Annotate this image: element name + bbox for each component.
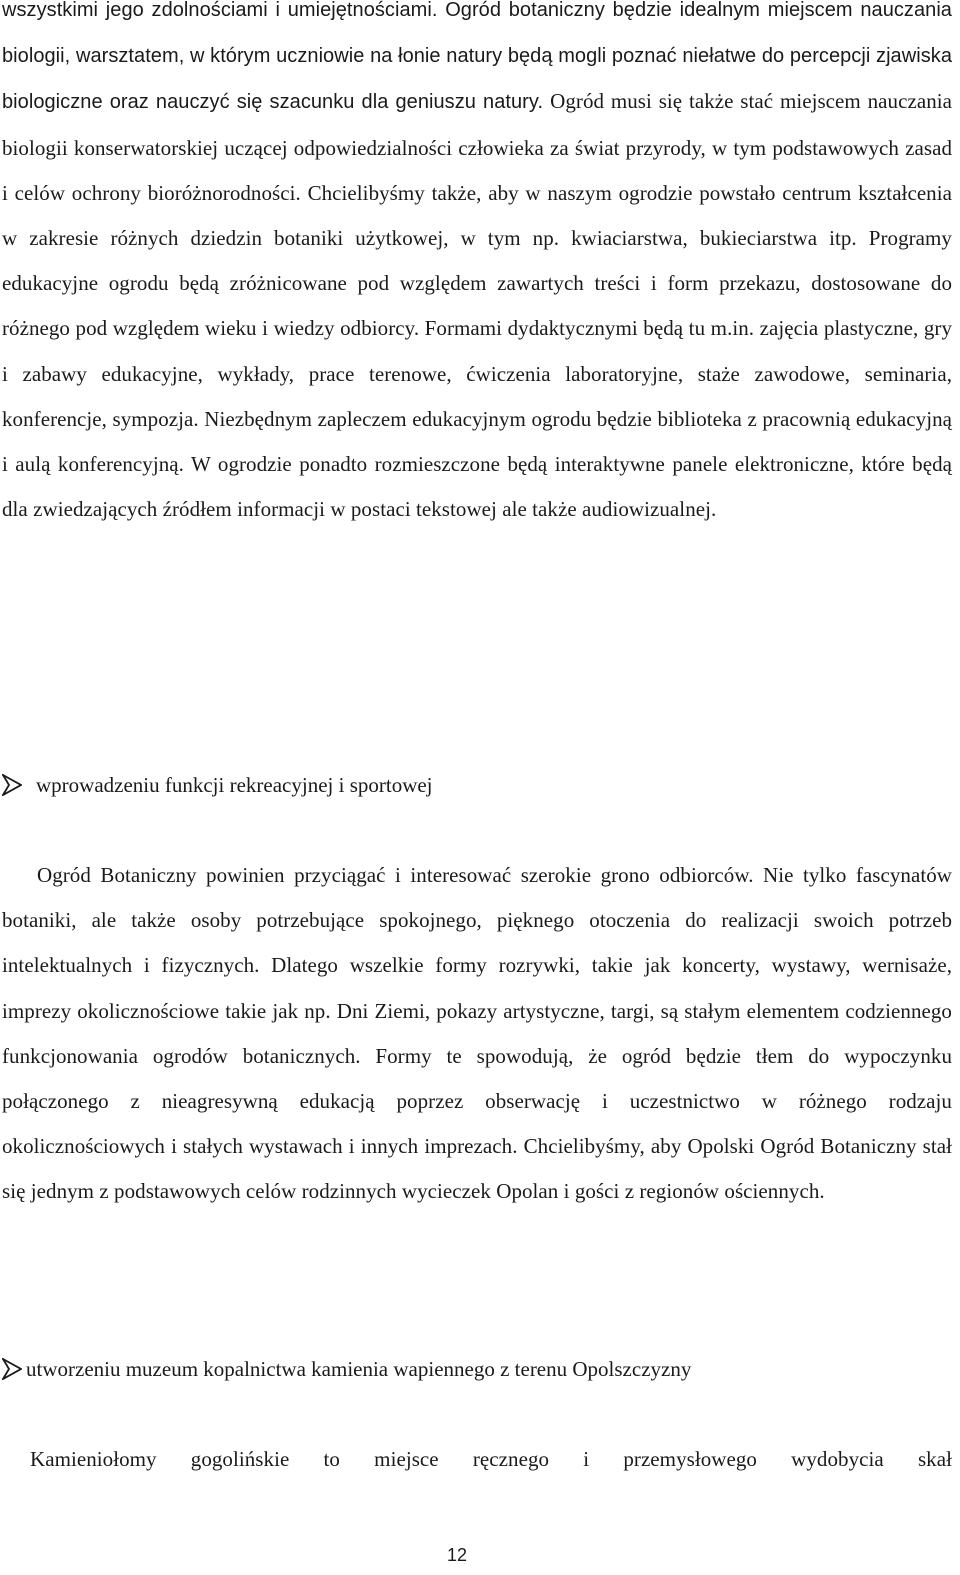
page-number: 12 xyxy=(446,1545,468,1565)
arrowhead-bullet-icon xyxy=(2,1358,22,1380)
bullet-recreation xyxy=(2,770,433,800)
text-segment-continued: wszystkimi jego zdolnościami i umiejętnościami. xyxy=(2,0,446,21)
bullet-label: wprowadzeniu funkcji rekreacyjnej i sportowej xyxy=(36,773,433,797)
arrowhead-bullet-icon xyxy=(2,774,22,796)
paragraph-recreation xyxy=(2,853,952,1215)
paragraph-quarries xyxy=(2,1437,952,1482)
text-segment-conservation: Ogród musi się także stać miejscem nauczania biologii konserwatorskiej uczącej odpowiedzialności człowieka za świat przyrody, w tym podstawowych zasad i celów ochrony bioróżnorodności. Chcielibyśmy także, aby w naszym ogrodzie powstało centrum kształcenia w zakresie różnych dziedzin botaniki użytkowej, w tym np. kwiaciarstwa, bukieciarstwa itp. Programy edukacyjne ogrodu będą zróżnicowane pod względem zawartych treści i form przekazu, dostosowane do różnego pod względem wieku i wiedzy odbiorcy. Formami dydaktycznymi będą tu m.in. zajęcia plastyczne, gry i zabawy edukacyjne, wykłady, prace terenowe, ćwiczenia laboratoryjne, staże zawodowe, seminaria, konferencje, sympozja. Niezbędnym zapleczem edukacyjnym ogrodu będzie biblioteka z pracownią edukacyjną i aulą konferencyjną. W ogrodzie ponadto rozmieszczone będą interaktywne panele elektroniczne, które będą dla zwiedzających źródłem informacji w postaci tekstowej ale także audiowizualnej. xyxy=(2,89,952,522)
text-segment-recreation: Ogród Botaniczny powinien przyciągać i interesować szerokie grono odbiorców. Nie tylko fascynatów botaniki, ale także osoby potrzebujące spokojnego, pięknego otoczenia do realizacji swoich potrzeb intelektualnych i fizycznych. Dlatego wszelkie formy rozrywki, takie jak koncerty, wystawy, wernisaże, imprezy okolicznościowe takie jak np. Dni Ziemi, pokazy artystyczne, targi, są stałym elementem codziennego funkcjonowania ogrodów botanicznych. Formy te spowodują, że ogród będzie tłem do wypoczynku połączonego z nieagresywną edukacją poprzez obserwację i uczestnictwo w różnego rodzaju okolicznościowych i stałych wystawach i innych imprezach. Chcielibyśmy, aby Opolski Ogród Botaniczny stał się jednym z podstawowych celów rodzinnych wycieczek Opolan i gości z regionów ościennych. xyxy=(2,863,952,1204)
bullet-museum xyxy=(2,1354,691,1384)
bullet-label: utworzeniu muzeum kopalnictwa kamienia wapiennego z terenu Opolszczyzny xyxy=(26,1357,692,1381)
text-segment-garden-education: Ogród botaniczny będzie idealnym miejscem nauczania biologii, warsztatem, w którym uczniowie na łonie natury będą mogli poznać niełatwe do percepcji zjawiska biologiczne oraz nauczyć się szacunku dla geniuszu natury. xyxy=(2,0,952,114)
paragraph-education xyxy=(2,0,952,532)
text-segment-quarries: Kamieniołomy gogolińskie to miejsce ręcznego i przemysłowego wydobycia skał xyxy=(30,1447,952,1471)
